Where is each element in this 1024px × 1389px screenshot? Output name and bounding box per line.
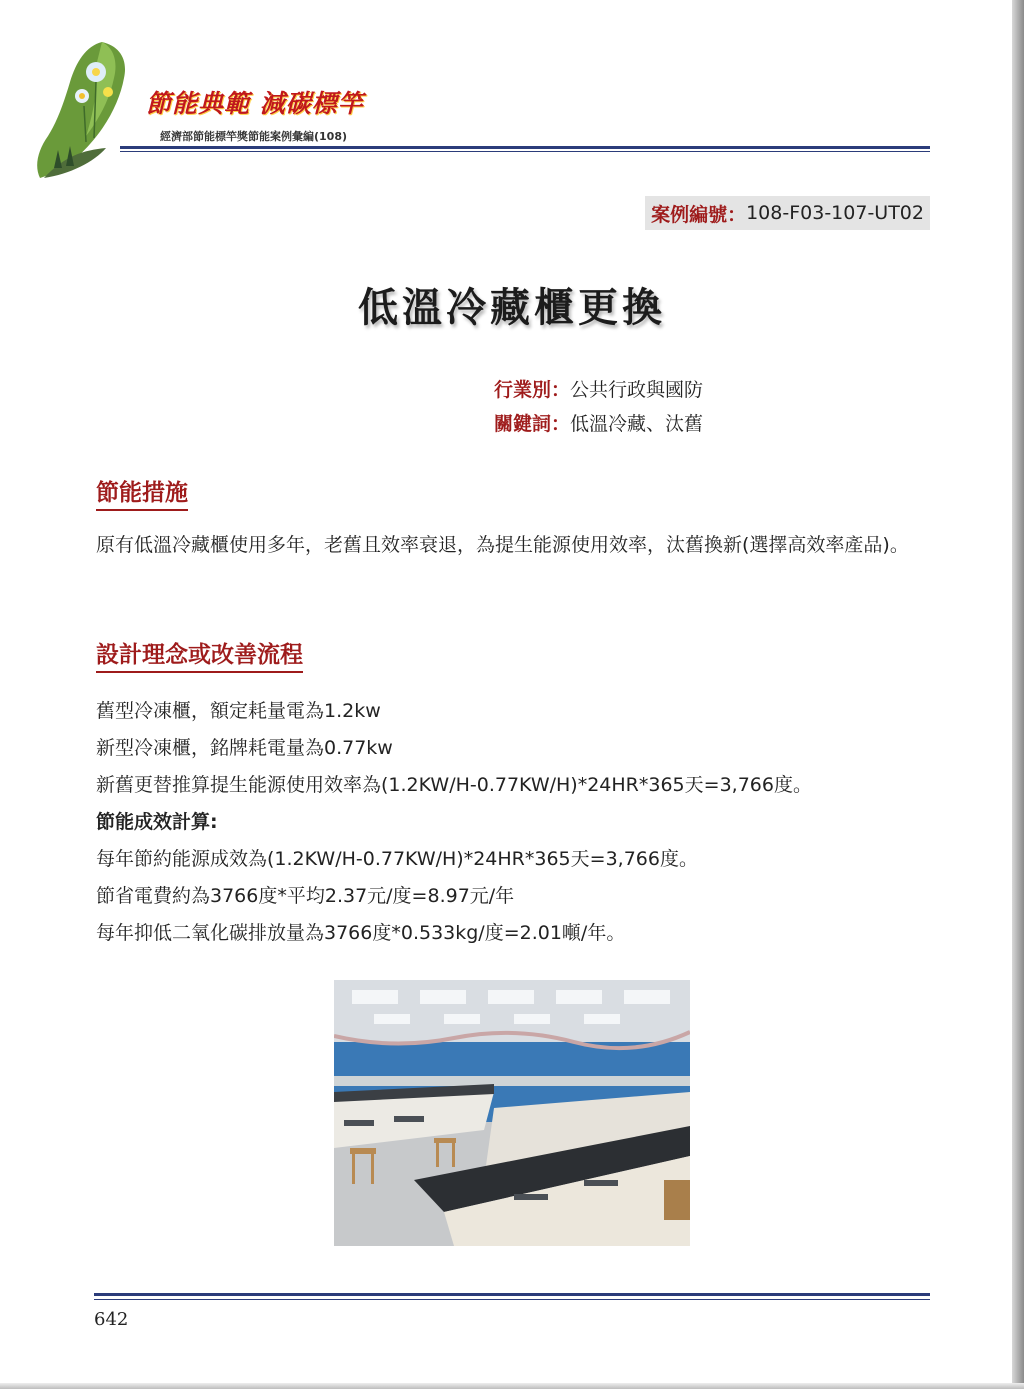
section-heading-measures: 節能措施 bbox=[96, 474, 188, 511]
keywords-row bbox=[494, 409, 703, 436]
calc-heading: 節能成效計算: bbox=[96, 811, 218, 833]
case-number-value: 108-F03-107-UT02 bbox=[746, 202, 924, 224]
brand-subtitle: 經濟部節能標竿獎節能案例彙編(108) bbox=[160, 130, 348, 143]
page-title: 低溫冷藏櫃更換 bbox=[358, 285, 666, 331]
text-line: 節省電費約為3766度*平均2.37元/度=8.97元/年 bbox=[96, 885, 515, 907]
text-line: 每年節約能源成效為(1.2KW/H-0.77KW/H)*24HR*365天=3,766度。 bbox=[96, 848, 698, 870]
text-line: 每年抑低二氧化碳排放量為3766度*0.533kg/度=2.01噸/年。 bbox=[96, 922, 626, 944]
lab-photo bbox=[334, 980, 690, 1246]
footer-rule bbox=[94, 1293, 930, 1296]
brand-title: 節能典範 減碳標竿 bbox=[146, 89, 364, 118]
section-heading-design: 設計理念或改善流程 bbox=[96, 636, 303, 673]
page-edge-shadow bbox=[1012, 0, 1024, 1389]
taiwan-logo-icon bbox=[24, 38, 144, 180]
header-rule-thin bbox=[120, 151, 930, 152]
keywords-label: 關鍵詞： bbox=[494, 413, 571, 435]
industry-row bbox=[494, 375, 703, 402]
page-number: 642 bbox=[94, 1309, 129, 1330]
text-line: 新舊更替推算提生能源使用效率為(1.2KW/H-0.77KW/H)*24HR*365天=3,766度。 bbox=[96, 774, 812, 796]
case-number-box bbox=[645, 196, 930, 230]
industry-label: 行業別： bbox=[494, 379, 571, 401]
keywords-value: 低溫冷藏、汰舊 bbox=[570, 413, 704, 435]
case-number-label: 案例編號： bbox=[651, 203, 747, 226]
text-line: 舊型冷凍櫃，額定耗量電為1.2kw bbox=[96, 700, 381, 722]
header-rule bbox=[120, 146, 930, 149]
section-body-measures: 原有低溫冷藏櫃使用多年，老舊且效率衰退，為提生能源使用效率，汰舊換新(選擇高效率產品)。 bbox=[96, 534, 909, 556]
industry-value: 公共行政與國防 bbox=[570, 379, 704, 401]
footer-rule-thin bbox=[94, 1299, 930, 1300]
text-line: 新型冷凍櫃，銘牌耗電量為0.77kw bbox=[96, 737, 393, 759]
page-bottom-shadow bbox=[0, 1383, 1024, 1389]
